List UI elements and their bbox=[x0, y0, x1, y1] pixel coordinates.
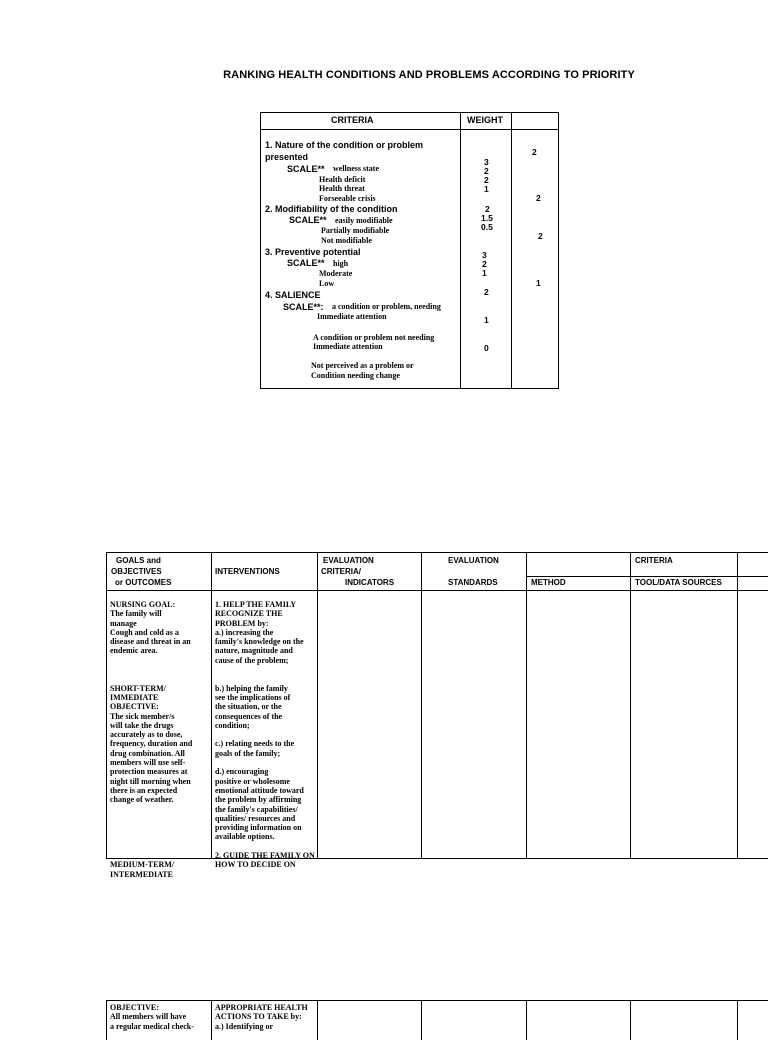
criterion-2-option: Partially modifiable bbox=[321, 226, 390, 235]
eval-criteria-header-line: CRITERIA/ bbox=[321, 567, 361, 576]
criterion-1-option: wellness state bbox=[333, 164, 379, 173]
criterion-1-title-cont: presented bbox=[265, 152, 309, 162]
weight-header: WEIGHT bbox=[467, 115, 503, 125]
page-title: RANKING HEALTH CONDITIONS AND PROBLEMS ACCORDING TO PRIORITY bbox=[223, 69, 635, 81]
goals-objectives-cell: NURSING GOAL: The family will manage Cough and cold as a disease and threat in an endemic area. SHORT-TERM/ IMMEDIATE OBJECTIVE: The sick member/s will take the drugs accurately as to dose, frequency, duration and drug combination. All members will use self- protection measures at night till morning when there is an expected change of weather. MEDIUM-TERM/ INTERMEDIATE bbox=[110, 600, 193, 879]
criterion-4-option-cont: Immediate attention bbox=[313, 342, 383, 351]
criterion-2-weight: 2 bbox=[536, 193, 541, 203]
criterion-1-score: 3 bbox=[484, 157, 489, 167]
criteria-header: CRITERIA bbox=[331, 115, 374, 125]
goals-header-line: OBJECTIVES bbox=[111, 567, 162, 576]
criterion-2-score: 0.5 bbox=[481, 222, 493, 232]
eval-standards-header-line: STANDARDS bbox=[448, 578, 498, 587]
care-plan-table-continued bbox=[106, 1000, 768, 1040]
interventions-header: INTERVENTIONS bbox=[215, 567, 280, 576]
criterion-2-option: Not modifiable bbox=[321, 236, 372, 245]
criterion-1-scale-label: SCALE** bbox=[287, 164, 325, 174]
criterion-2-title: 2. Modifiability of the condition bbox=[265, 204, 398, 214]
criterion-2-score: 1.5 bbox=[481, 213, 493, 223]
criterion-3-option: high bbox=[333, 259, 349, 268]
criterion-1-score: 2 bbox=[484, 175, 489, 185]
criterion-3-score: 1 bbox=[482, 268, 487, 278]
criterion-1-option: Forseeable crisis bbox=[319, 194, 376, 203]
interventions-cell: 1. HELP THE FAMILY RECOGNIZE THE PROBLEM by: a.) increasing the family's knowledge on the nature, magnitude and cause of the problem; b.) helping the family see the implications of the situation, or the consequences of the condition; c.) relating needs to the goals of the family; d.) encouraging positive or wholesome emotional attitude toward the problem by affirming the family's capabilities/ qualities/ resources and providing information on available options. 2. GUIDE THE FAMILY ON HOW TO DECIDE ON bbox=[215, 600, 315, 870]
criterion-2-scale-label: SCALE** bbox=[289, 215, 327, 225]
criterion-4-option: Not perceived as a problem or bbox=[311, 361, 414, 370]
criterion-1-score: 1 bbox=[484, 184, 489, 194]
criterion-3-option: Low bbox=[319, 279, 335, 288]
criteria-header: CRITERIA bbox=[635, 556, 673, 565]
criterion-2-score: 2 bbox=[485, 204, 490, 214]
criterion-4-score: 1 bbox=[484, 315, 489, 325]
criterion-2-option: easily modifiable bbox=[335, 216, 393, 225]
criterion-4-weight: 1 bbox=[536, 278, 541, 288]
interventions-cell: APPROPRIATE HEALTH ACTIONS TO TAKE by: a.) Identifying or bbox=[215, 1003, 308, 1031]
criterion-3-option: Moderate bbox=[319, 269, 353, 278]
criterion-4-option: a condition or problem, needing bbox=[332, 302, 441, 311]
criterion-1-title: 1. Nature of the condition or problem bbox=[265, 140, 424, 150]
criterion-4-score: 2 bbox=[484, 287, 489, 297]
criterion-4-scale-label: SCALE**: bbox=[283, 302, 324, 312]
criterion-1-score: 2 bbox=[484, 166, 489, 176]
goals-objectives-cell: OBJECTIVE: All members will have a regular medical check- bbox=[110, 1003, 194, 1031]
criterion-4-option-cont: Immediate attention bbox=[317, 312, 387, 321]
eval-standards-header: EVALUATION bbox=[448, 556, 499, 565]
criterion-4-score: 0 bbox=[484, 343, 489, 353]
criterion-3-weight: 2 bbox=[538, 231, 543, 241]
criterion-1-option: Health deficit bbox=[319, 175, 366, 184]
criterion-3-title: 3. Preventive potential bbox=[265, 247, 361, 257]
criterion-3-scale-label: SCALE** bbox=[287, 258, 325, 268]
criterion-3-score: 3 bbox=[482, 250, 487, 260]
criterion-1-weight: 2 bbox=[532, 147, 537, 157]
criterion-3-score: 2 bbox=[482, 259, 487, 269]
criterion-1-option: Health threat bbox=[319, 184, 365, 193]
method-header: METHOD bbox=[531, 578, 566, 587]
criterion-4-option: A condition or problem not needing bbox=[313, 333, 435, 342]
eval-criteria-header-line: INDICATORS bbox=[345, 578, 395, 587]
care-plan-table bbox=[106, 552, 768, 879]
criteria-weight-table bbox=[260, 112, 559, 389]
criterion-4-option-cont: Condition needing change bbox=[311, 371, 400, 380]
criterion-4-title: 4. SALIENCE bbox=[265, 290, 321, 300]
eval-criteria-header: EVALUATION bbox=[323, 556, 374, 565]
tool-data-sources-header: TOOL/DATA SOURCES bbox=[635, 578, 722, 587]
goals-header-line: or OUTCOMES bbox=[115, 578, 172, 587]
goals-header: GOALS and bbox=[116, 556, 161, 565]
